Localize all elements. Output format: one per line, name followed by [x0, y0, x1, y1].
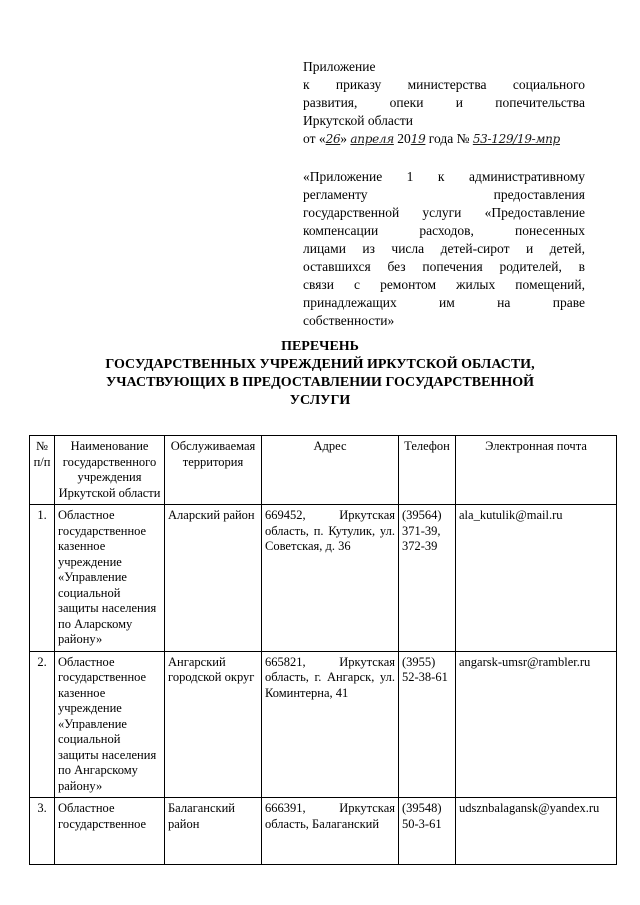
row-address: 665821, Иркутская область, г. Ангарск, ул. Коминтерна, 41: [262, 651, 399, 798]
row-email: angarsk-umsr@rambler.ru: [456, 651, 617, 798]
row-address: 666391, Иркутская область, Балаганский: [262, 798, 399, 865]
order-date-separator: »: [340, 131, 351, 146]
row-email: udsznbalagansk@yandex.ru: [456, 798, 617, 865]
institutions-table: [29, 435, 617, 865]
header-name: Наименование государственного учреждения Иркутской области: [55, 436, 165, 505]
header-email: Электронная почта: [456, 436, 617, 505]
header-phone: Телефон: [399, 436, 456, 505]
row-num: 1.: [30, 505, 55, 652]
row-phone: (39564) 371-39, 372-39: [399, 505, 456, 652]
order-number-handwritten: 53-129/19-мпр: [472, 132, 560, 146]
row-phone: (3955) 52-38-61: [399, 651, 456, 798]
regulation-text-line: собственности»: [303, 313, 395, 328]
table-row: [30, 505, 617, 652]
regulation-text-line: оставшихся без попечения родителей, в: [303, 259, 585, 274]
appendix-text-line: Иркутской области: [303, 113, 414, 128]
regulation-text-line: компенсации расходов, понесенных: [303, 223, 585, 238]
row-phone: (39548) 50-3-61: [399, 798, 456, 865]
row-territory: Ангарский городской округ: [165, 651, 262, 798]
order-number-label: года №: [425, 131, 473, 146]
title-line: УСЛУГИ: [289, 393, 351, 408]
title-line: УЧАСТВУЮЩИХ В ПРЕДОСТАВЛЕНИИ ГОСУДАРСТВЕННОЙ: [106, 375, 534, 390]
regulation-text-line: регламенту предоставления: [303, 187, 585, 202]
row-email: ala_kutulik@mail.ru: [456, 505, 617, 652]
regulation-text-line: лицами из числа детей-сирот и детей,: [303, 241, 585, 256]
row-institution-name: Областное государственное казенное учреждение «Управление социальной защиты населения по Аларскому району»: [55, 505, 165, 652]
regulation-text-line: государственной услуги «Предоставление: [303, 205, 585, 220]
order-day-handwritten: 26: [325, 132, 341, 146]
order-year-handwritten: 19: [410, 132, 426, 146]
order-year-prefix: 20: [393, 131, 411, 146]
regulation-text-line: «Приложение 1 к административному: [303, 169, 585, 184]
table-header-row: [30, 436, 617, 505]
regulation-text-line: принадлежащих им на праве: [303, 295, 585, 310]
table-row: [30, 651, 617, 798]
appendix-text-line: развития, опеки и попечительства: [303, 95, 585, 110]
appendix-text-line: к приказу министерства социального: [303, 77, 585, 92]
title-line: ГОСУДАРСТВЕННЫХ УЧРЕЖДЕНИЙ ИРКУТСКОЙ ОБЛАСТИ,: [105, 357, 535, 372]
row-institution-name: Областное государственное: [55, 798, 165, 865]
row-num: 3.: [30, 798, 55, 865]
header-territory: Обслуживаемая территория: [165, 436, 262, 505]
header-num: № п/п: [30, 436, 55, 505]
table-row: [30, 798, 617, 865]
title-line: ПЕРЕЧЕНЬ: [281, 339, 359, 354]
order-month-handwritten: апреля: [350, 132, 394, 146]
regulation-text-line: связи с ремонтом жилых помещений,: [303, 277, 585, 292]
header-address: Адрес: [262, 436, 399, 505]
order-date-prefix: от «: [303, 131, 326, 146]
row-territory: Балаганский район: [165, 798, 262, 865]
appendix-heading: Приложение: [303, 59, 376, 74]
row-territory: Аларский район: [165, 505, 262, 652]
row-address: 669452, Иркутская область, п. Кутулик, ул. Советская, д. 36: [262, 505, 399, 652]
row-institution-name: Областное государственное казенное учреждение «Управление социальной защиты населения по Ангарскому району»: [55, 651, 165, 798]
row-num: 2.: [30, 651, 55, 798]
